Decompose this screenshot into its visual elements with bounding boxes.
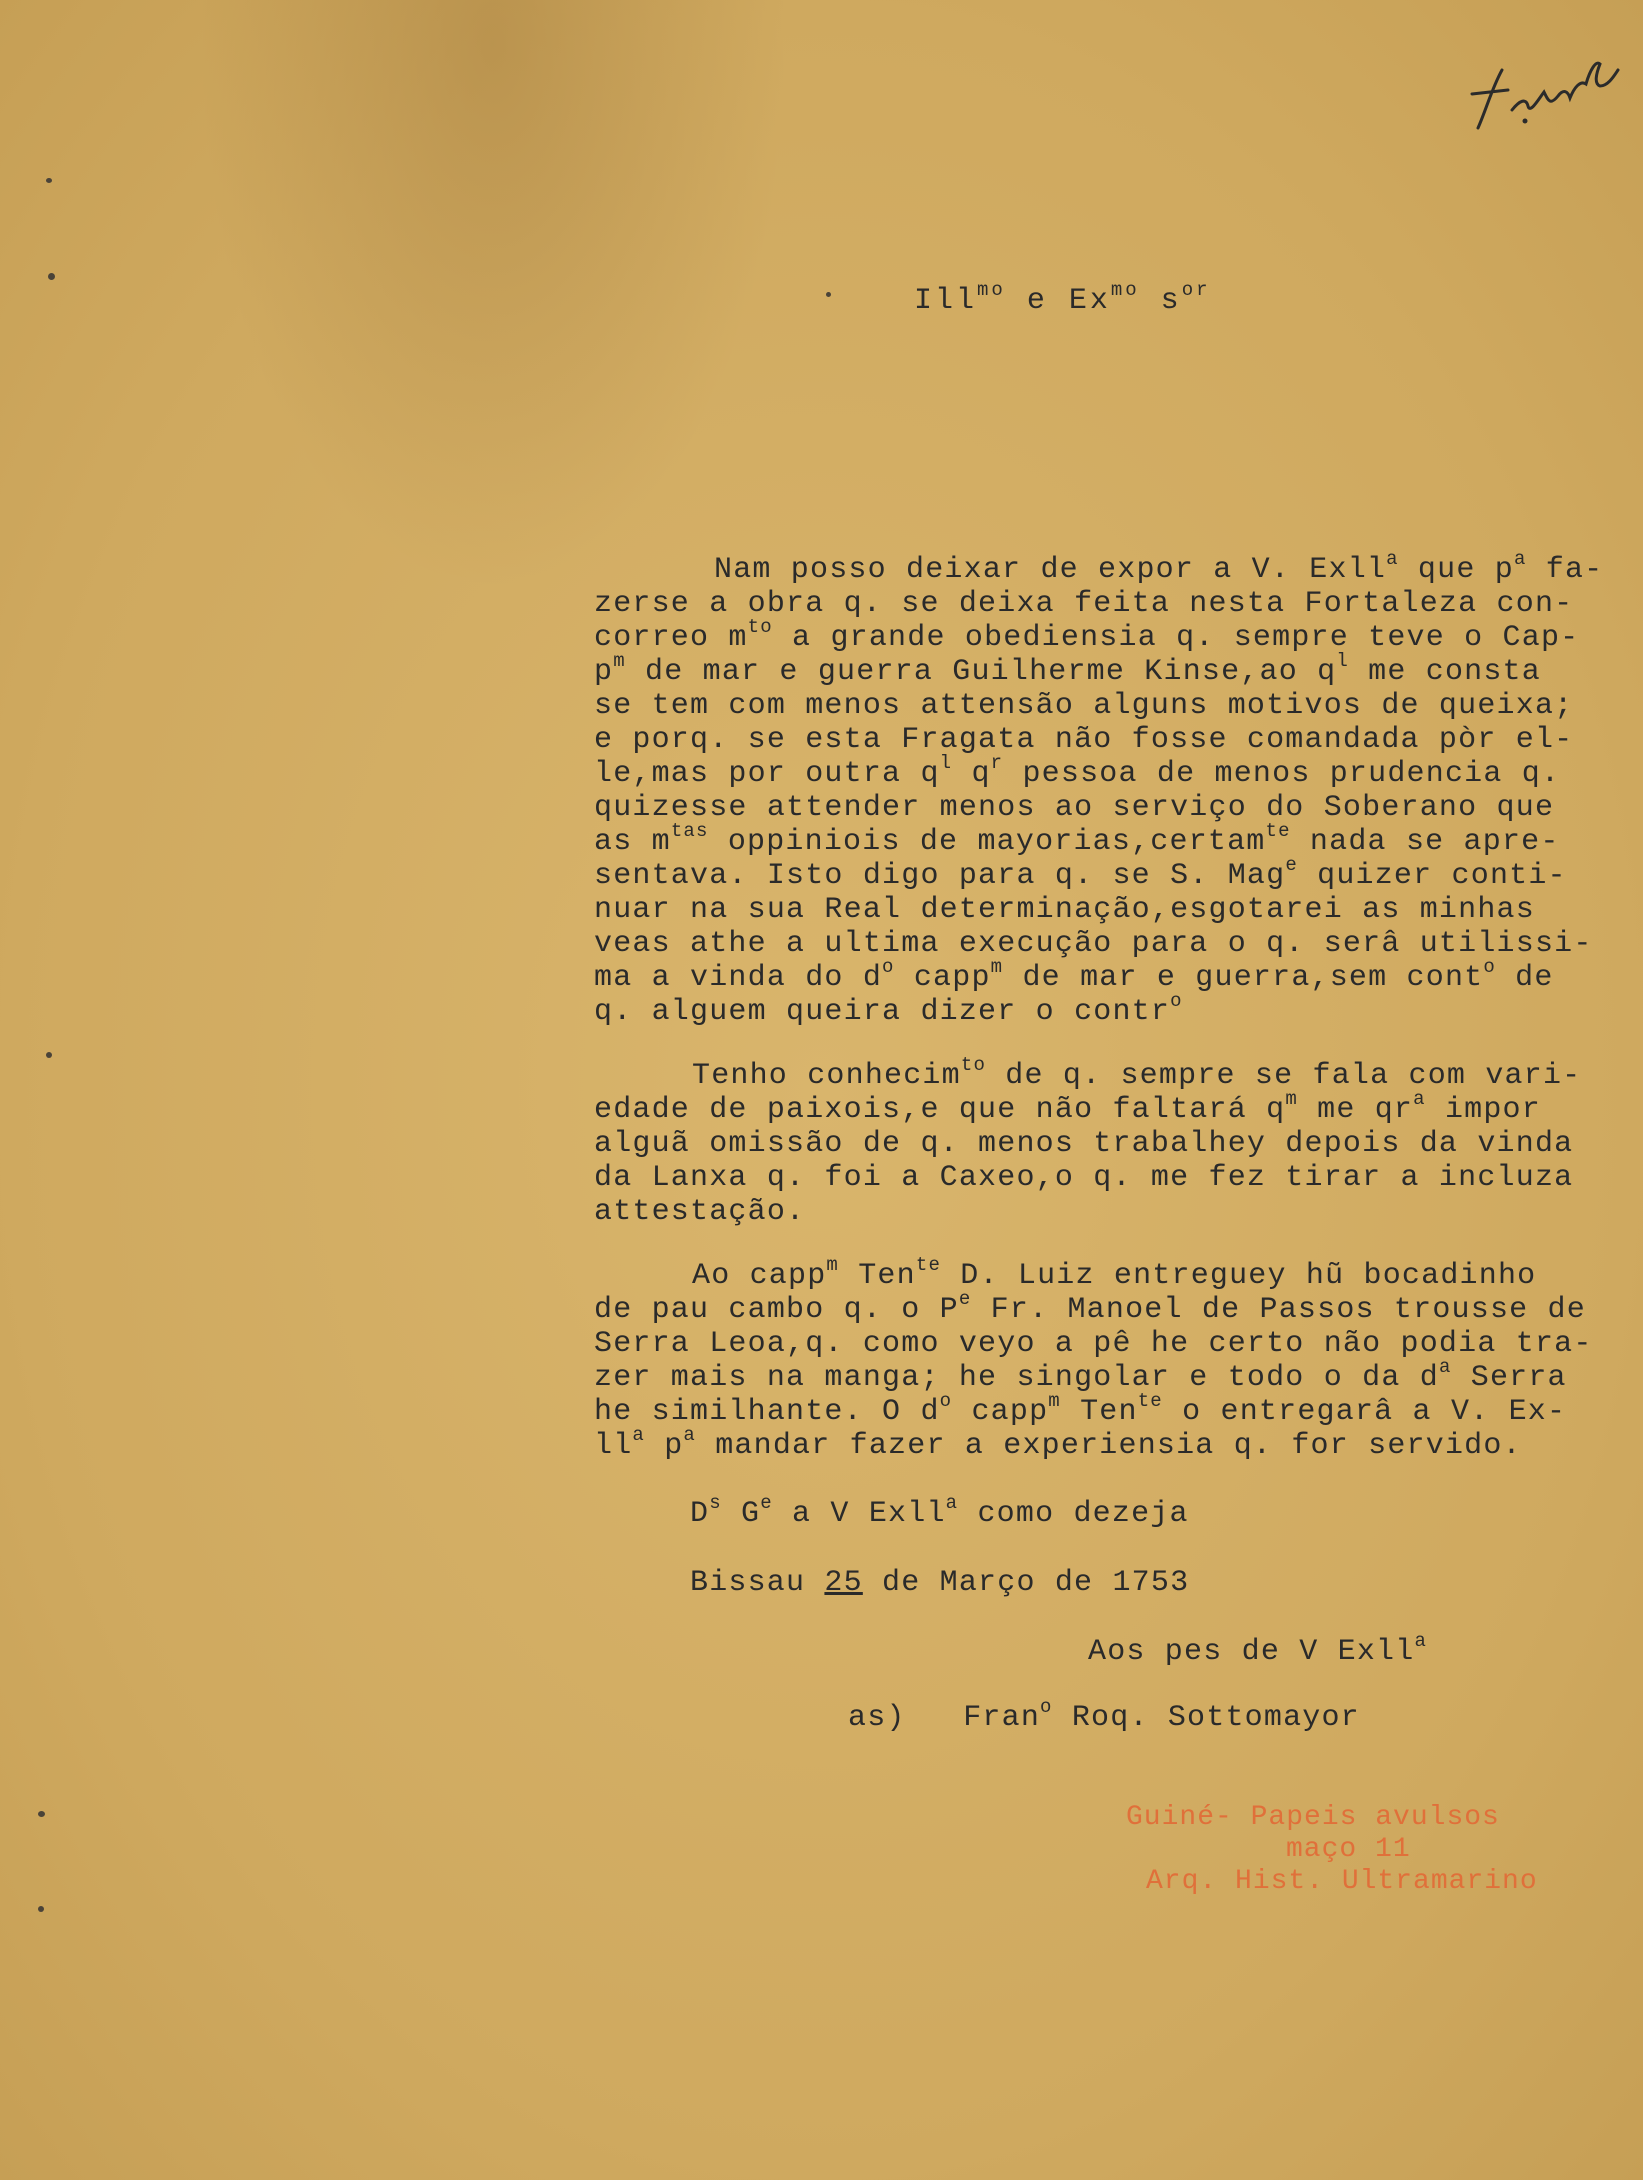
text-line: $ll^a$ $p^a$ mandar fazer a experiensia q. for servido. [594, 1424, 1522, 1463]
margin-mark [38, 1906, 44, 1912]
text-line: quizesse attender menos ao serviço do Soberano que [594, 791, 1555, 825]
text-line: $p^m$ de mar e guerra Guilherme Kinse,ao $q^l$ me consta [594, 650, 1541, 689]
text-line: Nam posso deixar de expor a V. Exll$^a$ que $p^a$ fa- [714, 548, 1604, 587]
text-line: veas athe a ultima execução para o q. serâ utilissi- [594, 927, 1593, 961]
date-day: 25 [824, 1566, 863, 1600]
closing-blessing: $D^s$ $G^e$ a V Exll$^a$ como dezeja [690, 1492, 1189, 1531]
text-line: edade de paixois,e que não faltará $q^m$ me $qr^a$ impor [594, 1088, 1541, 1127]
text-line: q. alguem queira dizer o contr$^o$ [594, 990, 1183, 1029]
text-line: zer mais na manga; he singolar e todo o da $d^a$ Serra [594, 1356, 1567, 1395]
date-line: Bissau 25 de Março de 1753 [690, 1566, 1190, 1600]
margin-mark [826, 292, 831, 297]
text-line: attestação. [594, 1195, 806, 1229]
text-line: sentava. Isto digo para q. se S. Mag$^e$ quizer conti- [594, 854, 1567, 893]
text-line: e porq. se esta Fragata não fosse comandada pòr el- [594, 723, 1574, 757]
text-line: alguã omissão de q. menos trabalhey depois da vinda [594, 1127, 1574, 1161]
text-line: he similhante. O $d^o$ capp$^m$ Ten$^{te}$ o entregarâ a V. Ex- [594, 1390, 1567, 1429]
text-line: correo $m^{to}$ a grande obediensia q. sempre teve o Cap- [594, 616, 1580, 655]
archive-line: maço 11 [1286, 1834, 1411, 1865]
signature-line: as) Fran$^o$ Roq. Sottomayor [848, 1696, 1360, 1735]
archive-line: Arq. Hist. Ultramarino [1146, 1866, 1538, 1897]
text-line: nuar na sua Real determinação,esgotarei as minhas [594, 893, 1535, 927]
margin-mark [48, 273, 55, 280]
text-line: as $m^{tas}$ oppiniois de mayorias,certam$^{te}$ nada se apre- [594, 820, 1560, 859]
text-line: le,mas por outra $q^l$ $q^r$ pessoa de menos prudencia q. [594, 752, 1561, 791]
margin-mark [46, 1052, 52, 1058]
text-line: de pau cambo q. o $P^e$ Fr. Manoel de Passos trousse de [594, 1288, 1586, 1327]
archive-line: Guiné- Papeis avulsos [1126, 1802, 1500, 1833]
text-line: Serra Leoa,q. como veyo a pê he certo não podia tra- [594, 1327, 1593, 1361]
text-line: Tenho conhecim$^{to}$ de q. sempre se fala com vari- [692, 1054, 1582, 1093]
text-line: se tem com menos attensão alguns motivos de queixa; [594, 689, 1574, 723]
text-line: zerse a obra q. se deixa feita nesta Fortaleza con- [594, 587, 1574, 621]
handwritten-signature-mark [1468, 40, 1628, 140]
text-line: da Lanxa q. foi a Caxeo,o q. me fez tirar a incluza [594, 1161, 1574, 1195]
text-line: ma a vinda do $d^o$ capp$^m$ de mar e guerra,sem cont$^o$ de [594, 956, 1554, 995]
margin-mark [46, 178, 52, 183]
closing-feet: Aos pes de V Exll$^a$ [1088, 1630, 1428, 1669]
salutation: Ill$^{mo}$ e $Ex^{mo}$ $s^{or}$ [914, 279, 1211, 318]
text-line: Ao capp$^m$ Ten$^{te}$ D. Luiz entreguey hũ bocadinho [692, 1254, 1537, 1293]
margin-mark [38, 1811, 45, 1817]
